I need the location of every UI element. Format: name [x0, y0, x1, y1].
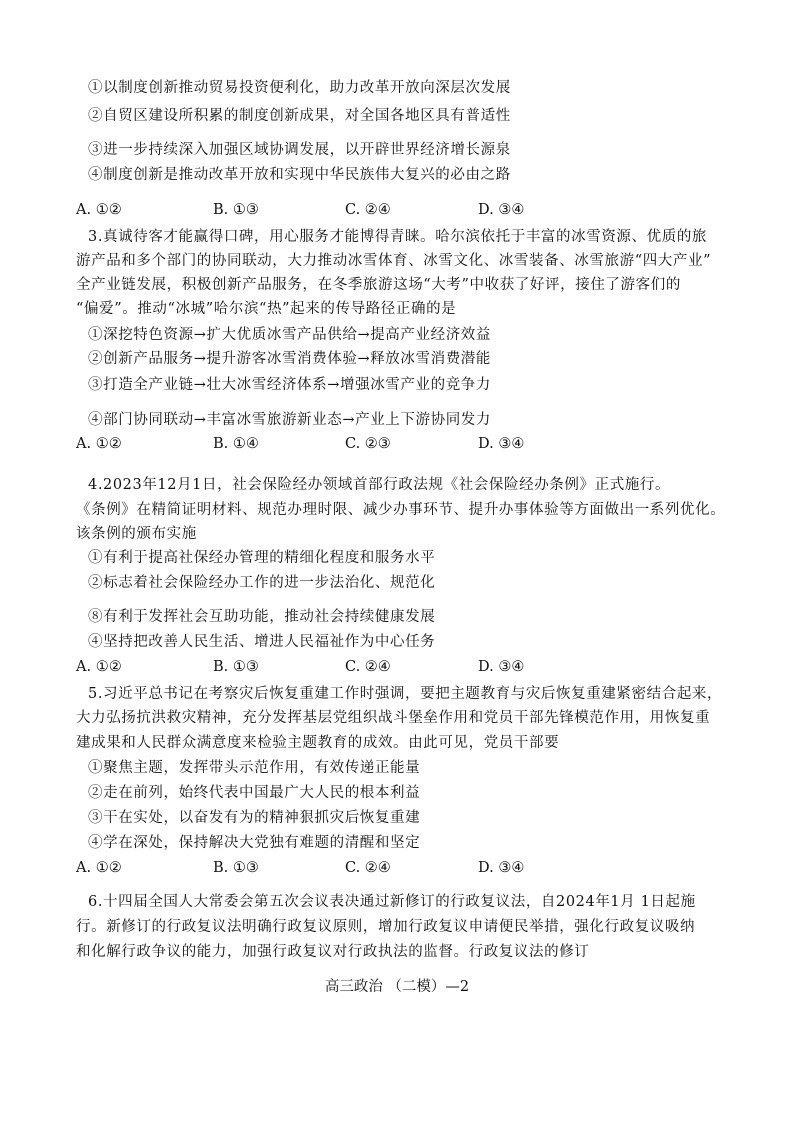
q6-stem-line-2: 行。新修订的行政复议法明确行政复议原则，增加行政复议申请便民举措，强化行政复议吸纳: [76, 919, 696, 935]
q4-stem-line-3: 该条例的颁布实施: [76, 526, 197, 542]
q3-stem-line-2: 游产品和多个部门的协同联动，大力推动冰雪体育、冰雪文化、冰雪装备、冰雪旅游“四大产业”: [76, 253, 712, 269]
q3-choice-c: C. ②③: [345, 436, 391, 452]
page-footer: 高三政治 （二模）—2: [324, 979, 470, 995]
q3-item-4: ④部门协同联动→丰富冰雪旅游新业态→产业上下游协同发力: [88, 412, 491, 428]
q4-choice-d: D. ③④: [478, 659, 525, 675]
q5-item-4: ④学在深处，保持解决大党独有难题的清醒和坚定: [88, 835, 421, 851]
q3-choice-d: D. ③④: [478, 436, 525, 452]
q3-item-1: ①深挖特色资源→扩大优质冰雪产品供给→提高产业经济效益: [88, 327, 491, 343]
q2-item-4: ④制度创新是推动改革开放和实现中华民族伟大复兴的必由之路: [88, 167, 511, 183]
q4-item-1: ①有利于提高社保经办管理的精细化程度和服务水平: [88, 550, 436, 566]
q3-choice-b: B. ①④: [213, 436, 259, 452]
q2-choice-c: C. ②④: [345, 202, 391, 218]
q5-item-2: ②走在前列，始终代表中国最广大人民的根本利益: [88, 785, 421, 801]
q5-choice-b: B. ①③: [213, 860, 259, 876]
q3-item-3: ③打造全产业链→壮大冰雪经济体系→增强冰雪产业的竞争力: [88, 377, 491, 393]
q5-stem-line-1: 5.习近平总书记在考察灾后恢复重建工作时强调，要把主题教育与灾后恢复重建紧密结合起来，: [88, 686, 723, 702]
q3-stem-line-3: 全产业链发展，积极创新产品服务，在冬季旅游这场“大考”中收获了好评，接住了游客们的: [76, 277, 681, 293]
q4-choice-b: B. ①③: [213, 659, 259, 675]
q4-choice-a: A. ①②: [76, 659, 122, 675]
q5-item-3: ③干在实处，以奋发有为的精神狠抓灾后恢复重建: [88, 810, 421, 826]
q3-item-2: ②创新产品服务→提升游客冰雪消费体验→释放冰雪消费潜能: [88, 351, 491, 367]
q6-stem-line-3: 和化解行政争议的能力，加强行政复议对行政执法的监督。行政复议法的修订: [76, 944, 590, 960]
q2-item-3: ③进一步持续深入加强区域协调发展，以开辟世界经济增长源泉: [88, 142, 511, 158]
q2-choice-b: B. ①③: [213, 202, 259, 218]
q2-item-1: ①以制度创新推动贸易投资便利化，助力改革开放向深层次发展: [88, 80, 511, 96]
q4-item-2: ②标志着社会保险经办工作的进一步法治化、规范化: [88, 575, 436, 591]
q2-choice-a: A. ①②: [76, 202, 122, 218]
q3-stem-line-1: 3.真诚待客才能赢得口碑，用心服务才能博得青睐。哈尔滨依托于丰富的冰雪资源、优质的旅: [88, 229, 708, 245]
q6-stem-line-1: 6.十四届全国人大常委会第五次会议表决通过新修订的行政复议法，自2024年1月 1日起施: [88, 894, 696, 910]
q5-choice-d: D. ③④: [478, 860, 525, 876]
q5-item-1: ①聚焦主题，发挥带头示范作用，有效传递正能量: [88, 760, 421, 776]
q2-item-2: ②自贸区建设所积累的制度创新成果，对全国各地区具有普适性: [88, 108, 511, 124]
q5-stem-line-2: 大力弘扬抗洪救灾精神，充分发挥基层党组织战斗堡垒作用和党员干部先锋模范作用，用恢复重: [76, 710, 711, 726]
q5-choice-c: C. ②④: [345, 860, 391, 876]
q4-stem-line-2: 《条例》在精简证明材料、规范办理时限、减少办事环节、提升办事体验等方面做出一系列优化。: [76, 502, 726, 518]
q4-choice-c: C. ②④: [345, 659, 391, 675]
q4-item-3: ⑧有利于发挥社会互助功能，推动社会持续健康发展: [88, 609, 436, 625]
q4-item-4: ④坚持把改善人民生活、增进人民福祉作为中心任务: [88, 634, 436, 650]
q5-stem-line-3: 建成果和人民群众满意度来检验主题教育的成效。由此可见，党员干部要: [76, 735, 560, 751]
q5-choice-a: A. ①②: [76, 860, 122, 876]
q3-stem-line-4: “偏爱”。推动“冰城”哈尔滨“热”起来的传导路径正确的是: [76, 301, 457, 317]
q2-choice-d: D. ③④: [478, 202, 525, 218]
q4-stem-line-1: 4.2023年12月1日，社会保险经办领域首部行政法规《社会保险经办条例》正式施行。: [88, 477, 671, 493]
q3-choice-a: A. ①②: [76, 436, 122, 452]
